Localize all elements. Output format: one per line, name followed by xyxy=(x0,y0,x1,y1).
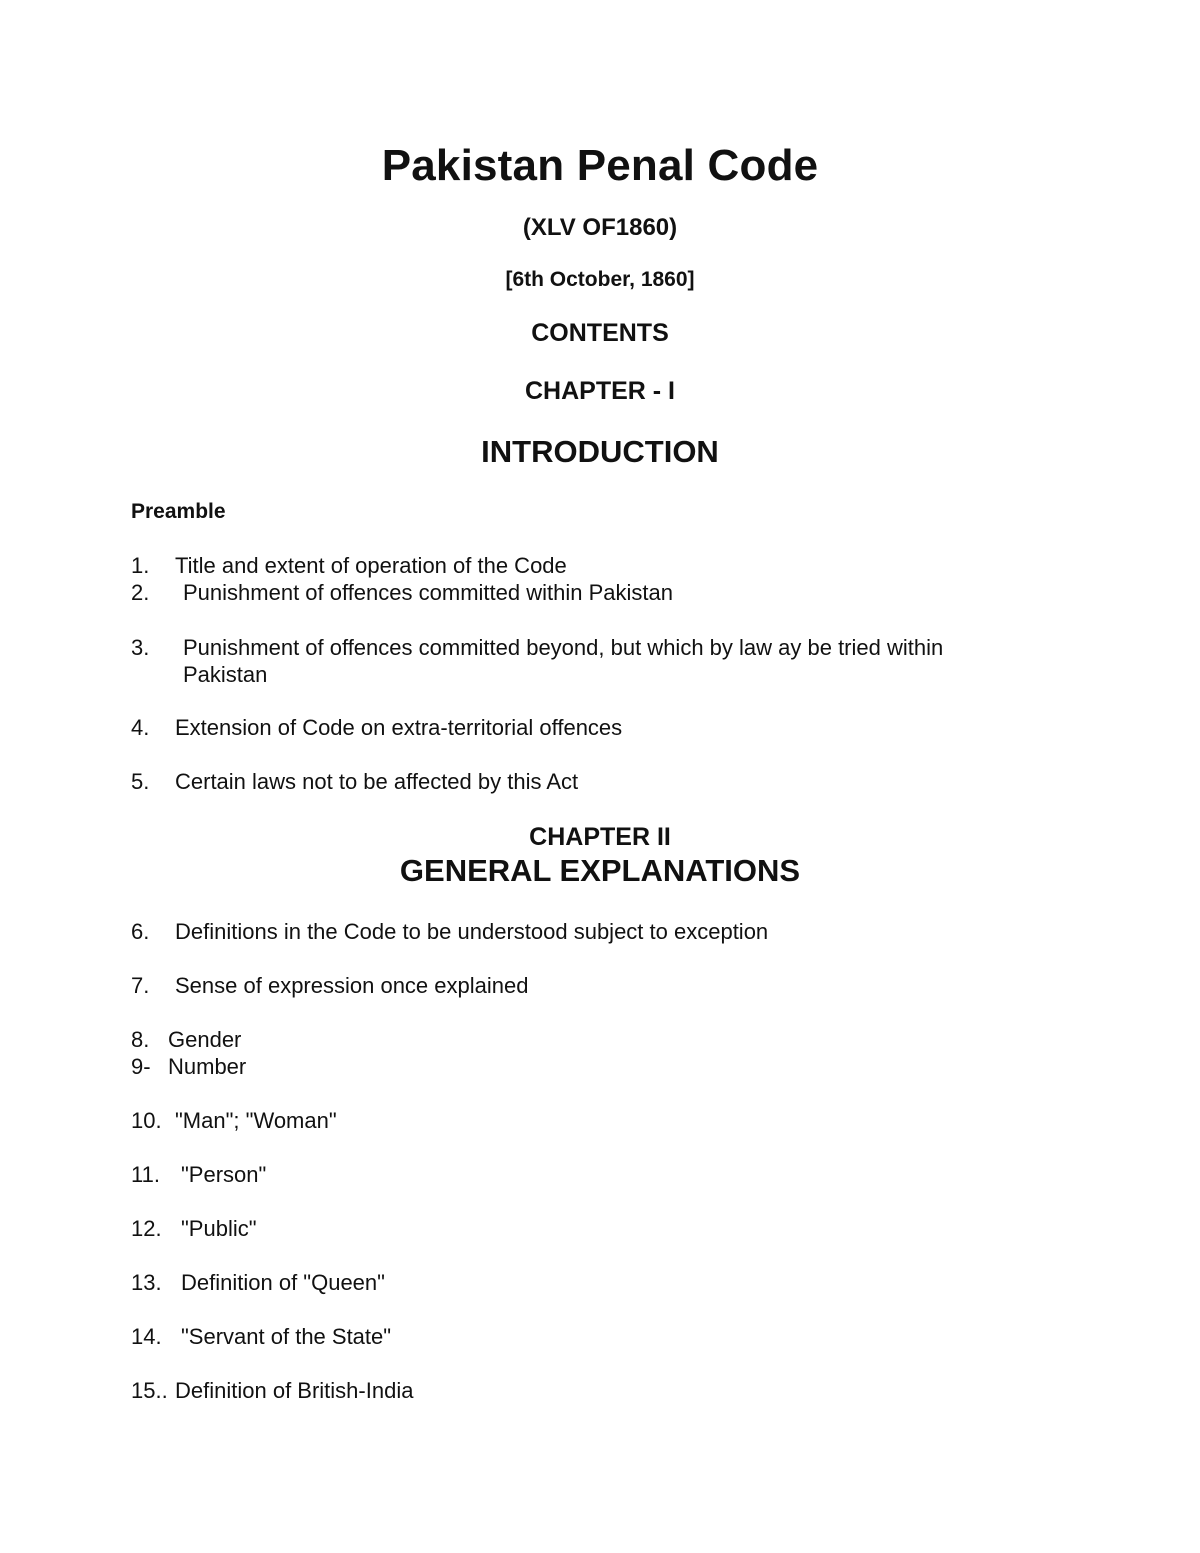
item-number: 6. xyxy=(131,919,150,944)
item-number: 11. xyxy=(131,1162,160,1187)
document-title: Pakistan Penal Code xyxy=(381,141,819,190)
item-number: 8. xyxy=(131,1027,150,1052)
item-text: "Man"; "Woman" xyxy=(175,1108,337,1133)
item-number: 1. xyxy=(131,553,150,578)
item-text: Certain laws not to be affected by this Act xyxy=(175,769,579,794)
item-text-continued: Pakistan xyxy=(183,662,268,687)
item-text: Sense of expression once explained xyxy=(175,973,529,998)
contents-heading: CONTENTS xyxy=(531,319,669,347)
item-text: Definition of "Queen" xyxy=(181,1270,385,1295)
item-number: 5. xyxy=(131,769,150,794)
item-number: 13. xyxy=(131,1270,162,1295)
item-number: 14. xyxy=(131,1324,162,1349)
item-text: "Servant of the State" xyxy=(181,1324,392,1349)
act-date: [6th October, 1860] xyxy=(505,268,695,291)
chapter-2-title: GENERAL EXPLANATIONS xyxy=(399,853,801,888)
chapter-2-heading: CHAPTER II xyxy=(529,823,671,851)
item-text: Gender xyxy=(168,1027,242,1052)
item-text: Punishment of offences committed beyond, but which by law ay be tried within xyxy=(183,635,944,660)
item-number: 2. xyxy=(131,580,150,605)
item-text: Number xyxy=(168,1054,247,1079)
chapter-1-title: INTRODUCTION xyxy=(481,434,719,469)
act-number: (XLV OF1860) xyxy=(522,214,678,241)
item-number: 12. xyxy=(131,1216,162,1241)
item-number: 7. xyxy=(131,973,150,998)
preamble-label: Preamble xyxy=(131,500,226,523)
item-text: Punishment of offences committed within Pakistan xyxy=(183,580,673,605)
chapter-1-heading: CHAPTER - I xyxy=(525,377,675,405)
item-text: Extension of Code on extra-territorial offences xyxy=(175,715,623,740)
item-text: "Public" xyxy=(181,1216,257,1241)
item-number: 9- xyxy=(131,1054,151,1079)
item-number: 15.. xyxy=(131,1378,168,1403)
item-text: Definitions in the Code to be understood subject to exception xyxy=(175,919,769,944)
item-text: "Person" xyxy=(181,1162,267,1187)
item-text: Definition of British-India xyxy=(175,1378,414,1403)
item-number: 3. xyxy=(131,635,150,660)
item-number: 10. xyxy=(131,1108,162,1133)
item-number: 4. xyxy=(131,715,150,740)
item-text: Title and extent of operation of the Code xyxy=(175,553,567,578)
